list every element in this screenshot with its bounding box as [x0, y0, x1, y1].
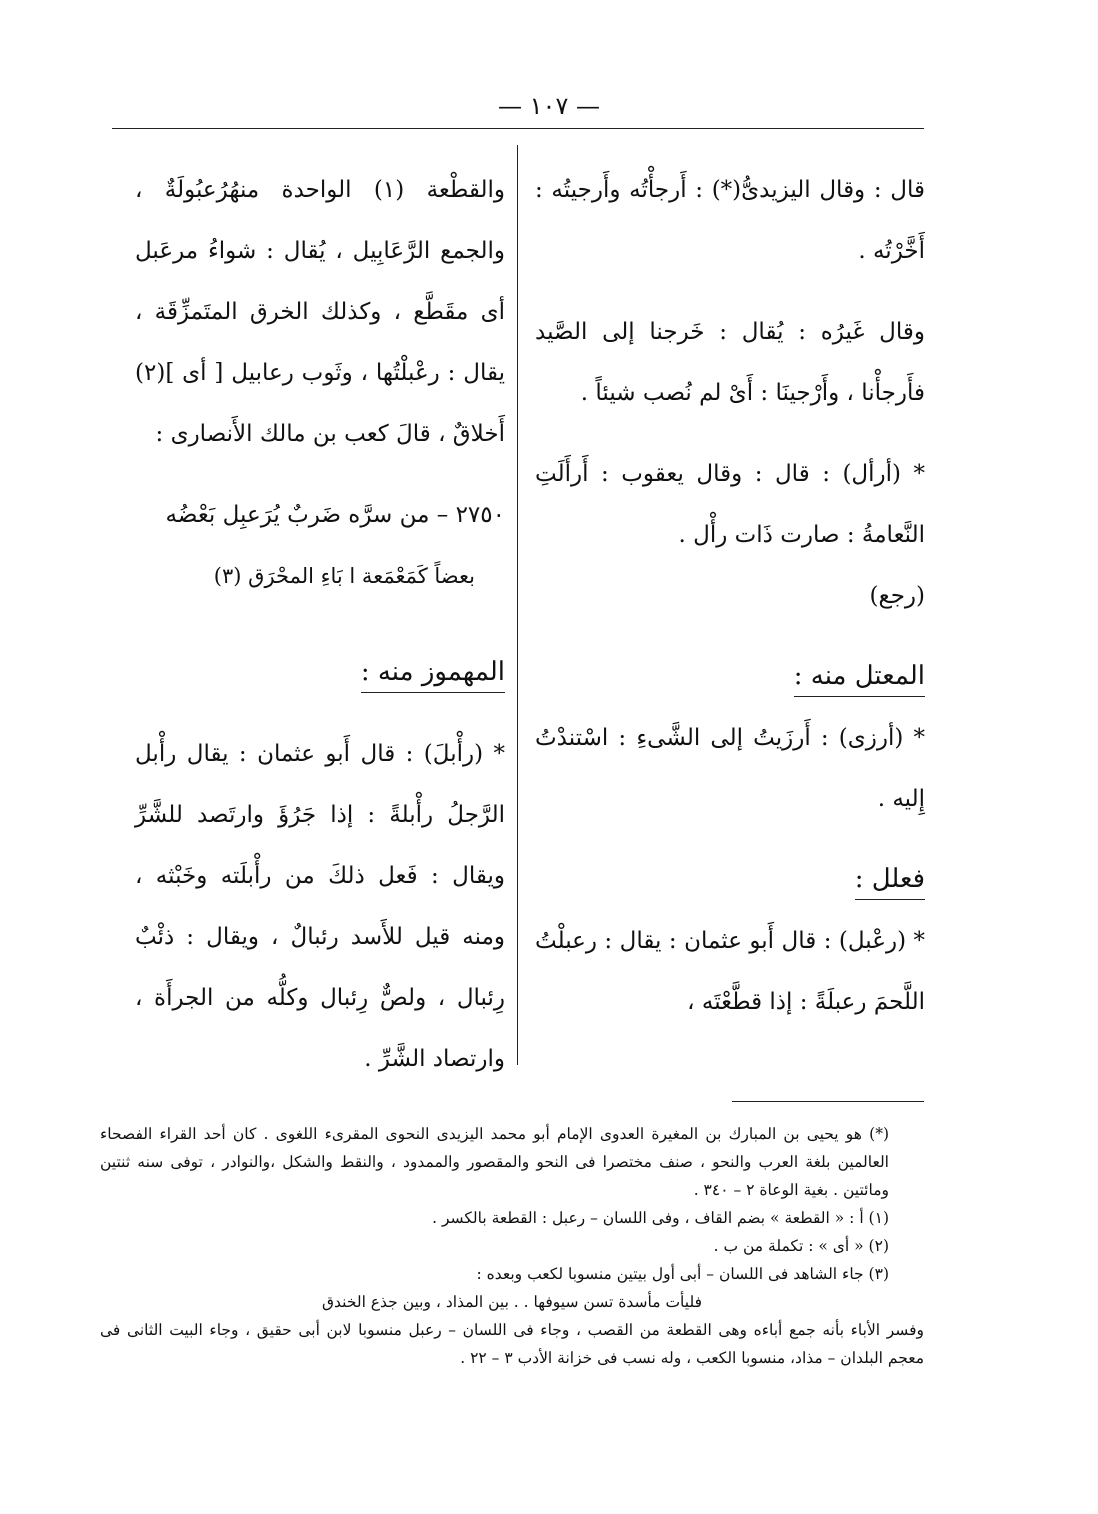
right-para-aral: * (أرأل) : قال : وقال يعقوب : أَرأَلَتِ النَّعامةُ : صارت ذَات رأْل .	[535, 461, 925, 548]
right-para-rabal: * (رعْبل) : قال أَبو عثمان : يقال : رعبلْتُ اللَّحمَ رعبلَةً : إذا قطَّعْتَه ،	[535, 928, 925, 1015]
footnote-3-verse: فليأت مأسدة تسن سيوفها . . بين المذاد ، وبين جذع الخندق	[322, 1293, 702, 1311]
poem-line-2: بعضاً كَمَعْمَعة ا بَاءِ المحْرَق (٣)	[213, 564, 475, 588]
right-column	[535, 160, 925, 1033]
footnote-1: (١) أ : « القطعة » بضم القاف ، وفى اللسان – رعبل : القطعة بالكسر .	[432, 1209, 889, 1227]
column-divider	[517, 145, 518, 1065]
right-para-ghairuh: وقال غَيرُه : يُقال : خَرجنا إلى الصَّيد فأَرجأْنا ، وأَرْجينَا : أَىْ لم نُصب شيئاً .	[535, 319, 925, 406]
page-number: — ١٠٧ —	[498, 92, 600, 120]
header-rule	[112, 128, 924, 129]
footnotes	[100, 1120, 924, 1372]
heading-mutall: المعتل منه :	[794, 656, 925, 697]
left-para-rabal: * (رأْبلَ) : قال أَبو عثمان : يقال رأْبل الرَّجلُ رأْبلةً : إذا جَرُؤَ وارتَصد للشَّرِّ ويقال : فَعل ذلكَ من رأْبلَته وخَبْثه ، ومنه قيل للأَسد رئبالٌ ، ويقال : ذئْبٌ رِئبال ، ولصٌّ رِئبال وكلُّه من الجرأَة ، وارتصاد الشَّرِّ .	[135, 741, 505, 1072]
footnote-star: (*) هو يحيى بن المبارك بن المغيرة العدوى الإمام أبو محمد اليزيدى النحوى المقرىء اللغوى . كان أحد القراء الفصحاء العالمين بلغة العرب والنحو ، صنف مختصرا فى النحو والمقصور والممدود ، والنقط والشكل ،والنوادر ، توفى سنه ثنتين ومائتين . بغية الوعاة ٢ – ٣٤٠ .	[100, 1125, 889, 1199]
right-para-yazidi: قال : وقال اليزيدىُّ(*) : أَرجأْتُه وأَرجيتُه : أَخَّرْتُه .	[535, 177, 925, 264]
left-column	[135, 160, 505, 1090]
left-para-qitah: والقطْعة (١) الواحدة منهُرُعبُولَةٌ ، والجمع الرَّعَابِيل ، يُقال : شواءُ مرعَبل أى مقَطَّع ، وكذلك الخرق المتَمزِّقَة ، يقال : رعْبلْتُها ، وثَوب رعابيل [ أى ](٢) أَخلاقٌ ، قالَ كعب بن مالك الأَنصارى :	[135, 177, 506, 447]
footnote-rule	[732, 1101, 924, 1102]
footnote-3-tail: وفسر الأباء بأنه جمع أباءه وهى القطعة من القصب ، وجاء فى اللسان – رعبل منسوبا لابن أبى حقيق ، وجاء البيت الثانى فى معجم البلدان – مذاد، منسوبا الكعب ، وله نسب فى خزانة الأدب ٣ – ٢٢ .	[100, 1321, 924, 1367]
footnote-2: (٢) « أى » : تكملة من ب .	[713, 1237, 889, 1255]
footnote-3: (٣) جاء الشاهد فى اللسان – أبى أول بيتين منسوبا لكعب وبعده :	[476, 1265, 889, 1283]
poem-line-1: ٢٧٥٠ – من سرَّه ضَربٌ يُرَعبِل بَعْضُه	[165, 502, 505, 528]
right-para-arza: * (أرزى) : أَرزَيتُ إلى الشَّىءِ : اسْتندْتُ إِليه .	[535, 725, 925, 812]
heading-mahmuz: المهموز منه :	[361, 652, 505, 693]
heading-faalal: فعلل :	[855, 859, 925, 900]
right-para-aral-tag: (رجع)	[869, 583, 925, 609]
